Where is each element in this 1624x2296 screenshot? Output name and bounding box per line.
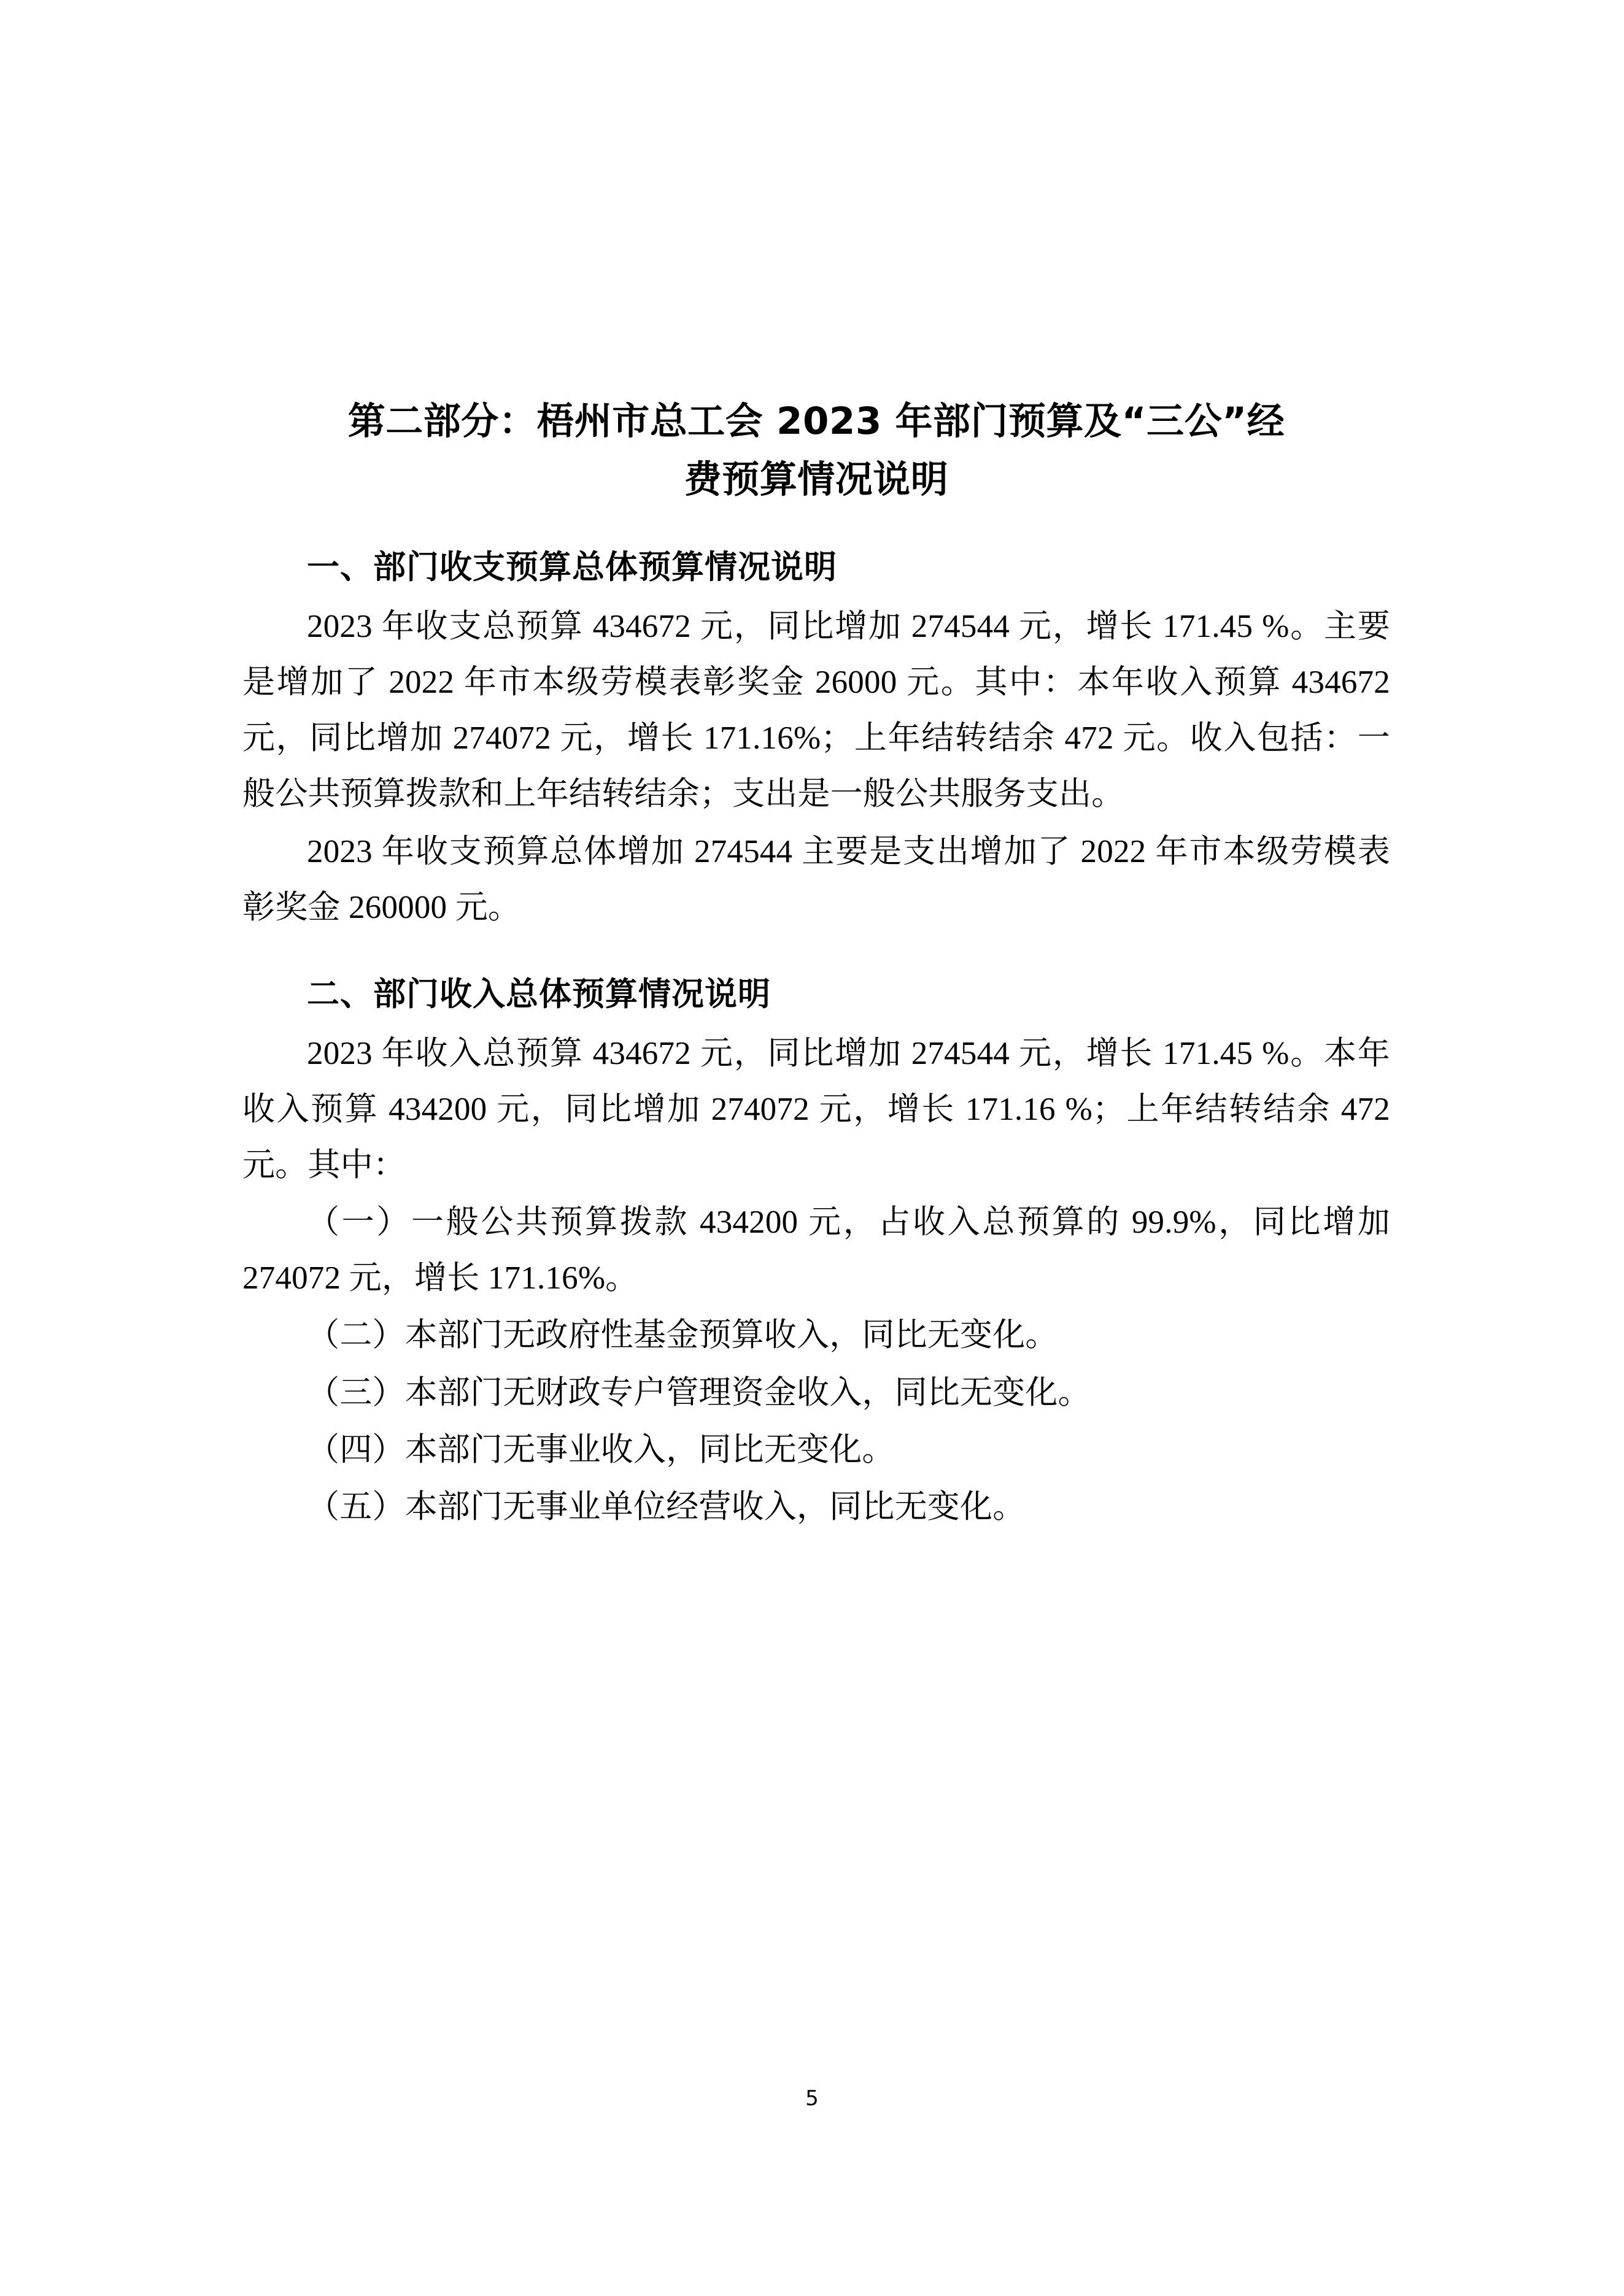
section-2-paragraph-5: （四）本部门无事业收入，同比无变化。 <box>307 1431 895 1468</box>
section-heading-2: 二、部门收入总体预算情况说明 <box>307 975 771 1013</box>
section-1-paragraph-1: 2023 年收支总预算 434672 元，同比增加 274544 元，增长 171.45 %。主要是增加了 2022 年市本级劳模表彰奖金 26000 元。其中：本年收入预算 434672 元，同比增加 274072 元，增长 171.16%；上年结转结余 472 元。收入包括：一般公共预算拨款和上年结转结余；支出是一般公共服务支出。 <box>242 608 1390 812</box>
page-title-line-2: 费预算情况说明 <box>684 457 949 501</box>
document-body <box>242 393 1390 1536</box>
page-number: 5 <box>805 2086 819 2111</box>
page-title <box>242 393 1390 509</box>
page-title-line-1: 第二部分：梧州市总工会 2023 年部门预算及“三公”经 <box>347 399 1285 443</box>
section-2-paragraph-3: （二）本部门无政府性基金预算收入，同比无变化。 <box>307 1317 1058 1354</box>
section-2-paragraph-2: （一）一般公共预算拨款 434200 元，占收入总预算的 99.9%，同比增加 274072 元，增长 171.16%。 <box>242 1204 1390 1296</box>
section-1-paragraph-2: 2023 年收支预算总体增加 274544 主要是支出增加了 2022 年市本级劳模表彰奖金 260000 元。 <box>242 833 1390 925</box>
section-2-paragraph-4: （三）本部门无财政专户管理资金收入，同比无变化。 <box>307 1374 1091 1411</box>
section-heading-1: 一、部门收支预算总体预算情况说明 <box>307 549 837 587</box>
section-2-paragraph-1: 2023 年收入总预算 434672 元，同比增加 274544 元，增长 171.45 %。本年收入预算 434200 元，同比增加 274072 元，增长 171.16 %；上年结转结余 472 元。其中： <box>242 1035 1390 1183</box>
section-2-paragraph-6: （五）本部门无事业单位经营收入，同比无变化。 <box>307 1489 1026 1525</box>
